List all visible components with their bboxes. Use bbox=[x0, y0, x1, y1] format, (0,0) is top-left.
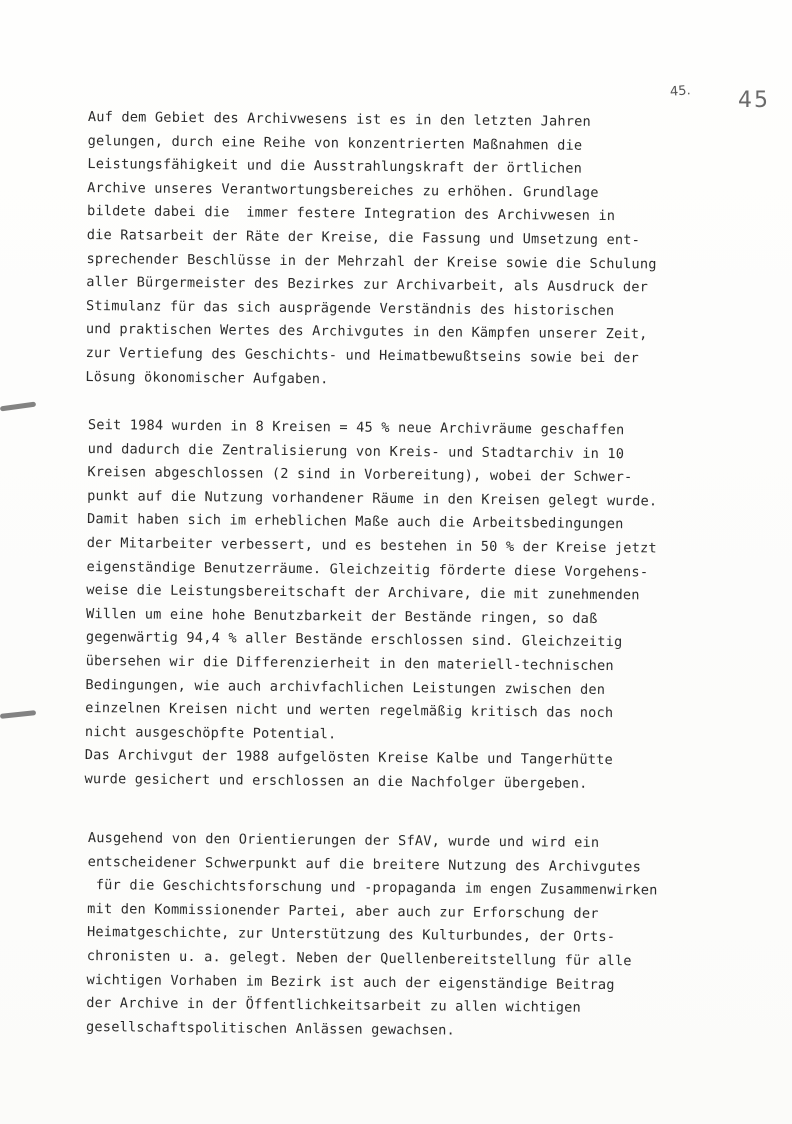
text-line: punkt auf die Nutzung vorhandener Räume in den Kreisen gelegt wurde. bbox=[87, 487, 658, 510]
text-line: zur Vertiefung des Geschichts- und Heimatbewußtseins sowie bei der bbox=[85, 344, 640, 367]
text-line: Bedingungen, wie auch archivfachlichen Leistungen zwischen den bbox=[85, 676, 606, 698]
text-line: Lösung ökonomischer Aufgaben. bbox=[85, 368, 329, 387]
stamped-page-number: 45 bbox=[738, 88, 770, 113]
text-line: Stimulanz für das sich ausprägende Verständnis des historischen bbox=[86, 297, 615, 319]
text-line: aller Bürgermeister des Bezirkes zur Archivarbeit, als Ausdruck der bbox=[86, 274, 649, 296]
text-line: nicht ausgeschöpfte Potential. bbox=[84, 723, 337, 743]
text-line: und praktischen Wertes des Archivgutes in den Kämpfen unserer Zeit, bbox=[85, 321, 648, 343]
text-line: bildete dabei die immer festere Integration des Archivwesen in bbox=[86, 203, 616, 225]
text-line: weise die Leistungsbereitschaft der Archivare, die mit zunehmenden bbox=[86, 582, 640, 604]
text-line: eigenständige Benutzerräume. Gleichzeitig förderte diese Vorgehens- bbox=[86, 558, 649, 580]
paragraph-archive-usage bbox=[86, 827, 748, 1046]
punch-hole-mark bbox=[0, 402, 36, 412]
text-line: Heimatgeschichte, zur Unterstützung des Kulturbundes, der Orts- bbox=[86, 924, 616, 946]
text-line: Willen um eine hohe Benutzbarkeit der Bestände ringen, so daß bbox=[86, 605, 598, 627]
text-line: und dadurch die Zentralisierung von Kreis- und Stadtarchiv in 10 bbox=[87, 440, 625, 462]
text-line: der Archive in der Öffentlichkeitsarbeit zu allen wichtigen bbox=[86, 995, 582, 1016]
text-line: Seit 1984 wurden in 8 Kreisen = 45 % neue Archivräume geschaffen bbox=[87, 416, 625, 439]
text-line: chronisten u. a. gelegt. Neben der Quellenbereitstellung für alle bbox=[86, 947, 632, 970]
text-line: wurde gesichert und erschlossen an die Nachfolger übergeben. bbox=[84, 770, 588, 792]
text-line: einzelnen Kreisen nicht und werten regelmäßig kritisch das noch bbox=[85, 700, 614, 722]
paragraph-archive-rooms bbox=[84, 414, 748, 798]
paragraph-archive-development bbox=[85, 106, 748, 395]
text-line: sprechender Beschlüsse in der Mehrzahl der Kreise sowie die Schulung bbox=[86, 250, 657, 273]
text-line: Ausgehend von den Orientierungen der SfAV, wurde und wird ein bbox=[87, 829, 600, 851]
text-line: Archive unseres Verantwortungsbereiches zu erhöhen. Grundlage bbox=[87, 179, 599, 201]
text-line: Leistungsfähigkeit und die Ausstrahlungskraft der örtlichen bbox=[87, 156, 583, 177]
text-line: Auf dem Gebiet des Archivwesens ist es in den letzten Jahren bbox=[87, 108, 592, 130]
punch-hole-mark bbox=[0, 710, 36, 719]
text-line: wichtigen Vorhaben im Bezirk ist auch der eigenständige Beitrag bbox=[86, 971, 615, 993]
text-line: entscheidener Schwerpunkt auf die breitere Nutzung des Archivgutes bbox=[87, 853, 642, 875]
text-line: die Ratsarbeit der Räte der Kreise, die Fassung und Umsetzung ent- bbox=[86, 226, 641, 249]
text-line: gelungen, durch eine Reihe von konzentrierten Maßnahmen die bbox=[87, 132, 583, 154]
text-line: für die Geschichtsforschung und -propaganda im engen Zusammenwirken bbox=[87, 877, 658, 899]
text-line: der Mitarbeiter verbessert, und es bestehen in 50 % der Kreise jetzt bbox=[86, 534, 657, 557]
text-line: gesellschaftspolitischen Anlässen gewachsen. bbox=[86, 1018, 456, 1039]
handwritten-page-number: 45. bbox=[669, 83, 692, 100]
text-line: Damit haben sich im erheblichen Maße auch die Arbeitsbedingungen bbox=[86, 511, 624, 533]
text-line: gegenwärtig 94,4 % aller Bestände erschlossen sind. Gleichzeitig bbox=[85, 629, 623, 651]
text-line: Kreisen abgeschlossen (2 sind in Vorbereitung), wobei der Schwer- bbox=[87, 464, 633, 486]
text-line: mit den Kommissionender Partei, aber auch zur Erforschung der bbox=[87, 900, 599, 922]
text-line: übersehen wir die Differenzierheit in den materiell-technischen bbox=[85, 652, 614, 674]
text-line: Das Archivgut der 1988 aufgelösten Kreise Kalbe und Tangerhütte bbox=[84, 747, 613, 769]
